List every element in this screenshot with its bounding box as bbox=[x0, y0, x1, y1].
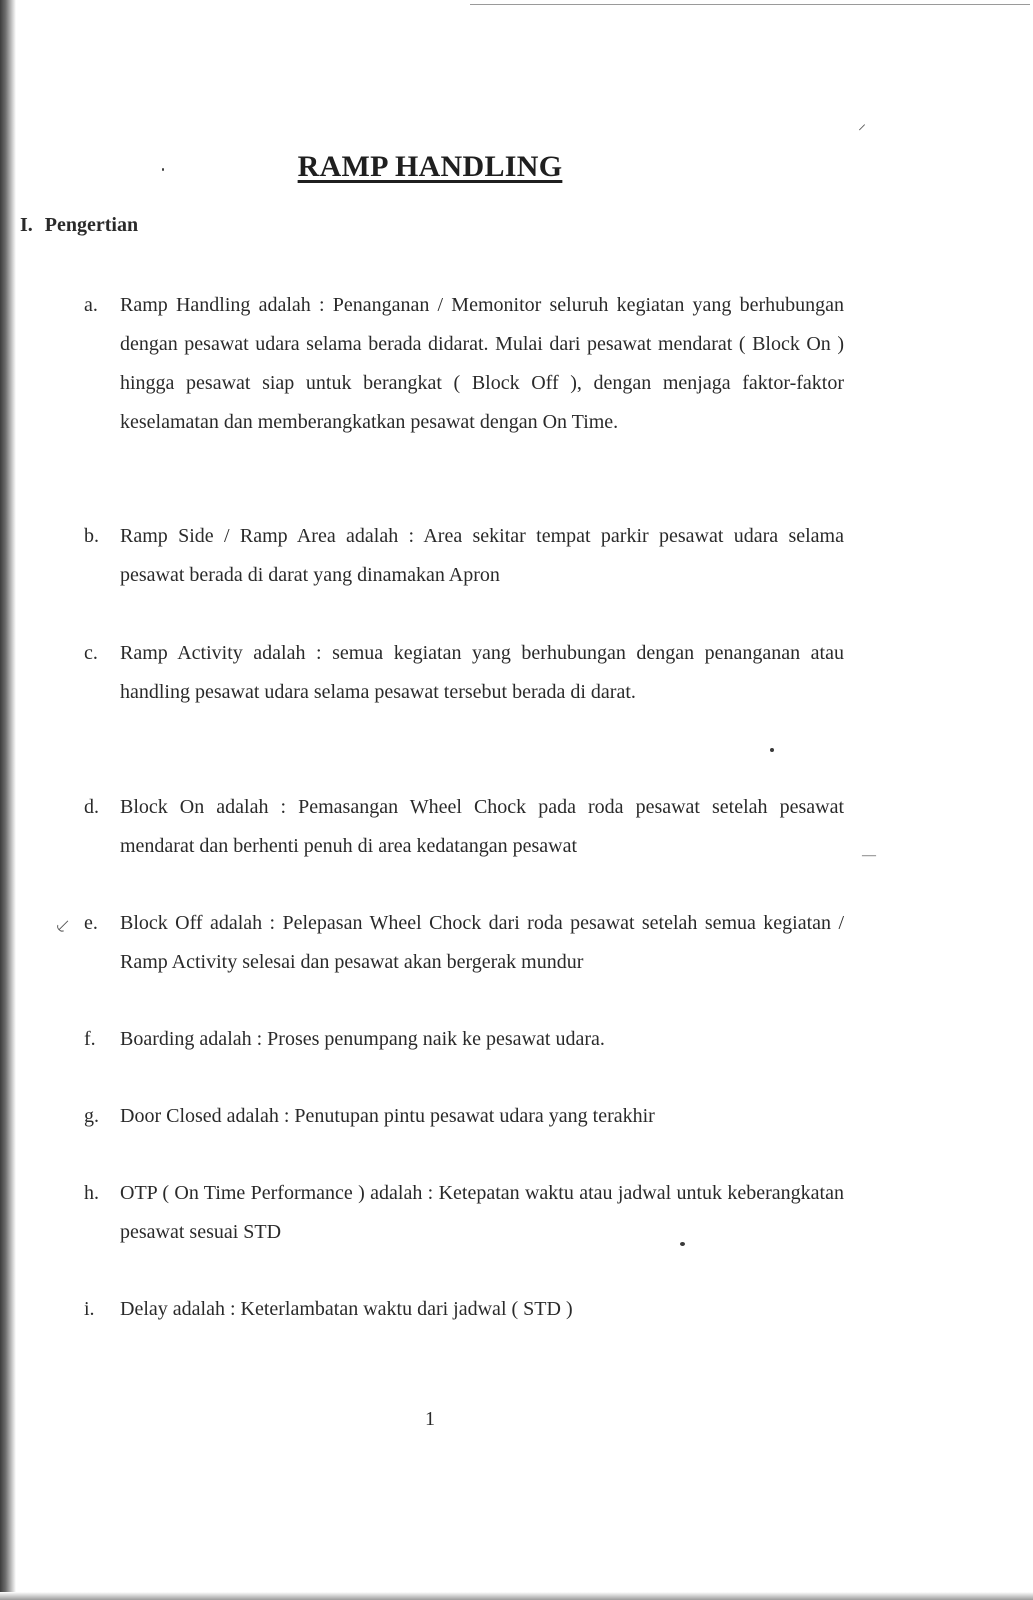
definition-item bbox=[84, 286, 844, 442]
definition-text: OTP ( On Time Performance ) adalah : Ketepatan waktu atau jadwal untuk keberangkatan pesawat sesuai STD bbox=[120, 1182, 844, 1243]
list-marker: c. bbox=[84, 642, 98, 664]
definition-item bbox=[84, 634, 844, 712]
list-marker: d. bbox=[84, 796, 99, 818]
list-marker: e. bbox=[84, 912, 98, 934]
definition-item bbox=[84, 1097, 844, 1136]
definition-text: Ramp Side / Ramp Area adalah : Area sekitar tempat parkir pesawat udara selama pesawat berada di darat yang dinamakan Apron bbox=[120, 525, 844, 586]
definition-item bbox=[84, 1174, 844, 1252]
definition-item bbox=[84, 517, 844, 595]
list-marker: g. bbox=[84, 1105, 99, 1127]
list-marker: b. bbox=[84, 525, 99, 547]
scan-bottom-edge bbox=[0, 1592, 1033, 1600]
scan-mark-handwritten-stroke: ⸔ bbox=[54, 913, 71, 938]
scan-top-rule bbox=[470, 4, 1030, 5]
definition-text: Boarding adalah : Proses penumpang naik ke pesawat udara. bbox=[120, 1028, 605, 1050]
scan-binding-shadow bbox=[0, 0, 16, 1600]
section-heading-text: Pengertian bbox=[44, 214, 139, 236]
list-marker: a. bbox=[84, 294, 98, 316]
definition-text: Block Off adalah : Pelepasan Wheel Chock dari roda pesawat setelah semua kegiatan / Ramp Activity selesai dan pesawat akan bergerak mundur bbox=[120, 912, 844, 973]
scan-speck bbox=[770, 748, 774, 752]
definition-text: Door Closed adalah : Penutupan pintu pesawat udara yang terakhir bbox=[120, 1105, 655, 1127]
scan-mark-pen-tick: ⸝ bbox=[858, 116, 867, 133]
definition-text: Ramp Handling adalah : Penanganan / Memonitor seluruh kegiatan yang berhubungan dengan pesawat udara selama berada didarat. Mulai dari pesawat mendarat ( Block On ) hingga pesawat siap untuk berangkat ( Block Off ), dengan menjaga faktor-faktor keselamatan dan memberangkatkan pesawat dengan On Time. bbox=[120, 294, 844, 433]
definition-text: Delay adalah : Keterlambatan waktu dari jadwal ( STD ) bbox=[120, 1298, 573, 1320]
page-title: RAMP HANDLING bbox=[297, 150, 563, 184]
scan-mark-dash: — bbox=[862, 848, 876, 863]
page-number: 1 bbox=[425, 1408, 435, 1430]
definition-item bbox=[84, 904, 844, 982]
list-marker: i. bbox=[84, 1298, 95, 1320]
list-marker: h. bbox=[84, 1182, 99, 1204]
definition-text: Ramp Activity adalah : semua kegiatan yang berhubungan dengan penanganan atau handling pesawat udara selama pesawat tersebut berada di darat. bbox=[120, 642, 844, 703]
definition-item bbox=[84, 788, 844, 866]
section-number: I. bbox=[20, 214, 33, 236]
definition-item bbox=[84, 1290, 844, 1329]
list-marker: f. bbox=[84, 1028, 96, 1050]
section-heading bbox=[20, 214, 138, 237]
definition-text: Block On adalah : Pemasangan Wheel Chock pada roda pesawat setelah pesawat mendarat dan berhenti penuh di area kedatangan pesawat bbox=[120, 796, 844, 857]
definition-item bbox=[84, 1020, 844, 1059]
